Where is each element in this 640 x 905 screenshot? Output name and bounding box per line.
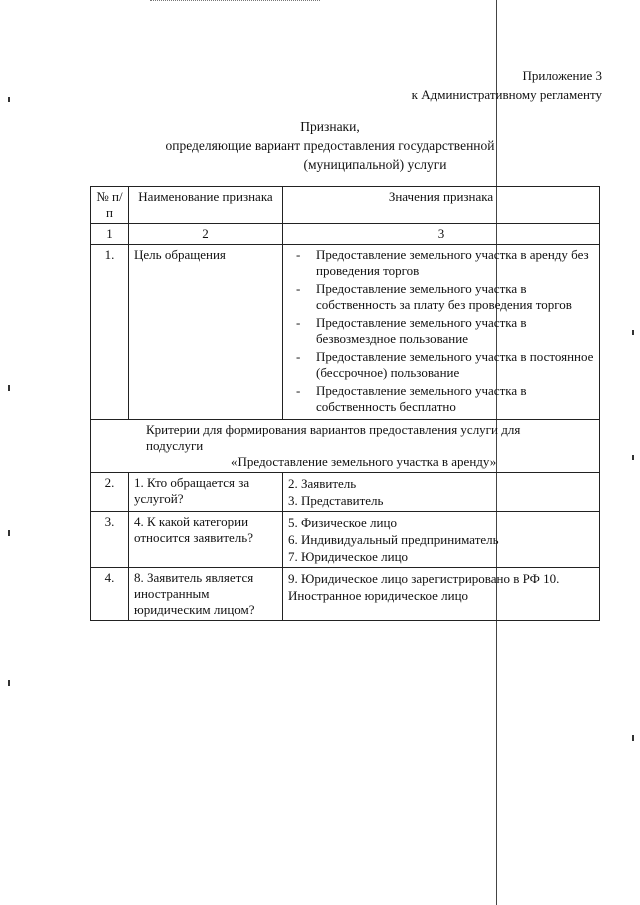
appendix-header	[412, 66, 602, 104]
criteria-table	[90, 186, 600, 621]
row-number: 2.	[91, 473, 129, 512]
scan-speck	[632, 735, 634, 741]
scan-speck	[8, 385, 10, 391]
row-options	[283, 568, 600, 621]
row-options	[283, 473, 600, 512]
col-number-3: 3	[283, 224, 600, 245]
option-item: 6. Индивидуальный предприниматель	[288, 532, 499, 547]
header-values: Значения признака	[283, 187, 600, 224]
table-header-row	[91, 187, 600, 224]
document-title	[60, 117, 600, 174]
table-row	[91, 245, 600, 420]
col-number-2: 2	[129, 224, 283, 245]
row-name: Цель обращения	[129, 245, 283, 420]
option-item: 9. Юридическое лицо зарегистрировано в РФ 10. Иностранное юридическое лицо	[288, 571, 560, 603]
appendix-line-1: Приложение 3	[522, 68, 602, 83]
scan-speck	[8, 680, 10, 686]
scan-speck	[632, 330, 634, 335]
option-item: 7. Юридическое лицо	[288, 549, 409, 564]
col-number-1: 1	[91, 224, 129, 245]
row-values	[283, 245, 600, 420]
row-name: 1. Кто обращается за услугой?	[129, 473, 283, 512]
scan-artifact-top	[150, 0, 320, 2]
scan-speck	[8, 97, 10, 102]
list-item: - Предоставление земельного участка в постоянное (бессрочное) пользование	[292, 349, 594, 381]
row-number: 3.	[91, 512, 129, 568]
option-item: 5. Физическое лицо	[288, 515, 397, 530]
title-line-1: Признаки,	[300, 119, 360, 134]
title-line-2: определяющие вариант предоставления государственной	[165, 138, 495, 153]
row-number: 4.	[91, 568, 129, 621]
criteria-heading-row	[91, 420, 600, 473]
list-item: - Предоставление земельного участка в безвозмездное пользование	[292, 315, 594, 347]
column-number-row	[91, 224, 600, 245]
row-name: 4. К какой категории относится заявитель?	[129, 512, 283, 568]
criteria-line-2: подуслуги	[146, 438, 204, 453]
list-item: - Предоставление земельного участка в собственность бесплатно	[292, 383, 594, 415]
appendix-line-2: к Административному регламенту	[411, 87, 602, 102]
list-item: - Предоставление земельного участка в собственность за плату без проведения торгов	[292, 281, 594, 313]
header-number: № п/п	[91, 187, 129, 224]
row-options	[283, 512, 600, 568]
header-name: Наименование признака	[129, 187, 283, 224]
criteria-line-3: «Предоставление земельного участка в аренду»	[231, 454, 497, 469]
row-number: 1.	[91, 245, 129, 420]
table-row	[91, 512, 600, 568]
criteria-heading	[91, 420, 600, 473]
purpose-list	[288, 247, 594, 415]
scan-speck	[632, 455, 634, 460]
row-name: 8. Заявитель является иностранным юридическим лицом?	[129, 568, 283, 621]
title-line-3: (муниципальной) услуги	[303, 157, 447, 172]
table-row	[91, 568, 600, 621]
scan-speck	[8, 530, 10, 536]
option-item: 2. Заявитель	[288, 476, 357, 491]
table-row	[91, 473, 600, 512]
criteria-line-1: Критерии для формирования вариантов предоставления услуги для	[146, 422, 521, 437]
option-item: 3. Представитель	[288, 493, 384, 508]
list-item: - Предоставление земельного участка в аренду без проведения торгов	[292, 247, 594, 279]
